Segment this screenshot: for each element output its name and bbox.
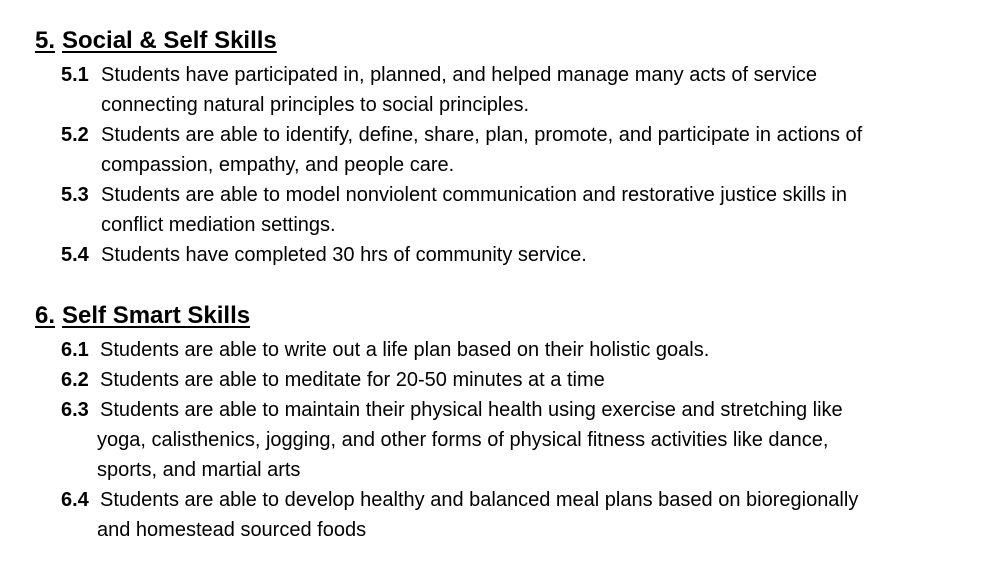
- section-title: Self Smart Skills: [62, 302, 251, 329]
- outcome-item-5-4: [35, 240, 975, 270]
- outcome-number: 5.2: [61, 124, 89, 146]
- outcome-text-line: connecting natural principles to social principles.: [101, 94, 530, 116]
- outcome-number: 6.3: [61, 399, 89, 421]
- outcome-item-5-2: [35, 120, 975, 180]
- outcome-item-6-3: [35, 395, 975, 485]
- outcome-number: 5.3: [61, 184, 89, 206]
- outcome-text-line: conflict mediation settings.: [101, 214, 336, 236]
- outcome-number: 5.4: [61, 244, 89, 266]
- outcome-item-6-1: [35, 335, 975, 365]
- outcome-text-line: Students are able to identify, define, share, plan, promote, and participate in actions of: [101, 124, 863, 146]
- outcome-text-line: Students are able to meditate for 20-50 minutes at a time: [100, 369, 605, 391]
- outcome-text-line: Students are able to write out a life plan based on their holistic goals.: [100, 339, 710, 361]
- outcome-text-line: yoga, calisthenics, jogging, and other forms of physical fitness activities like dance,: [97, 429, 829, 451]
- outcome-item-6-4: [35, 485, 975, 545]
- outcome-list: [35, 60, 975, 270]
- section-title: Social & Self Skills: [62, 27, 277, 54]
- outcome-list: [35, 335, 975, 545]
- section-heading: [35, 26, 975, 56]
- outcome-text-line: and homestead sourced foods: [97, 519, 367, 541]
- section-self-smart-skills: [35, 301, 975, 545]
- outcome-text-line: Students have participated in, planned, and helped manage many acts of service: [101, 64, 818, 86]
- outcome-text-line: Students have completed 30 hrs of community service.: [101, 244, 587, 266]
- section-number: 6.: [35, 302, 56, 329]
- outcome-item-5-3: [35, 180, 975, 240]
- outcome-item-6-2: [35, 365, 975, 395]
- outcome-item-5-1: [35, 60, 975, 120]
- outcome-text-line: Students are able to develop healthy and balanced meal plans based on bioregionally: [100, 489, 859, 511]
- section-heading: [35, 301, 975, 331]
- outcome-number: 6.1: [61, 339, 89, 361]
- outcome-text-line: Students are able to maintain their physical health using exercise and stretching like: [100, 399, 843, 421]
- outcome-text-line: Students are able to model nonviolent communication and restorative justice skills in: [101, 184, 847, 206]
- section-social-self-skills: [35, 26, 975, 270]
- outcome-text-line: compassion, empathy, and people care.: [101, 154, 455, 176]
- outcome-number: 6.4: [61, 489, 89, 511]
- outcome-number: 5.1: [61, 64, 89, 86]
- section-number: 5.: [35, 27, 56, 54]
- outcome-number: 6.2: [61, 369, 89, 391]
- outcome-text-line: sports, and martial arts: [97, 459, 301, 481]
